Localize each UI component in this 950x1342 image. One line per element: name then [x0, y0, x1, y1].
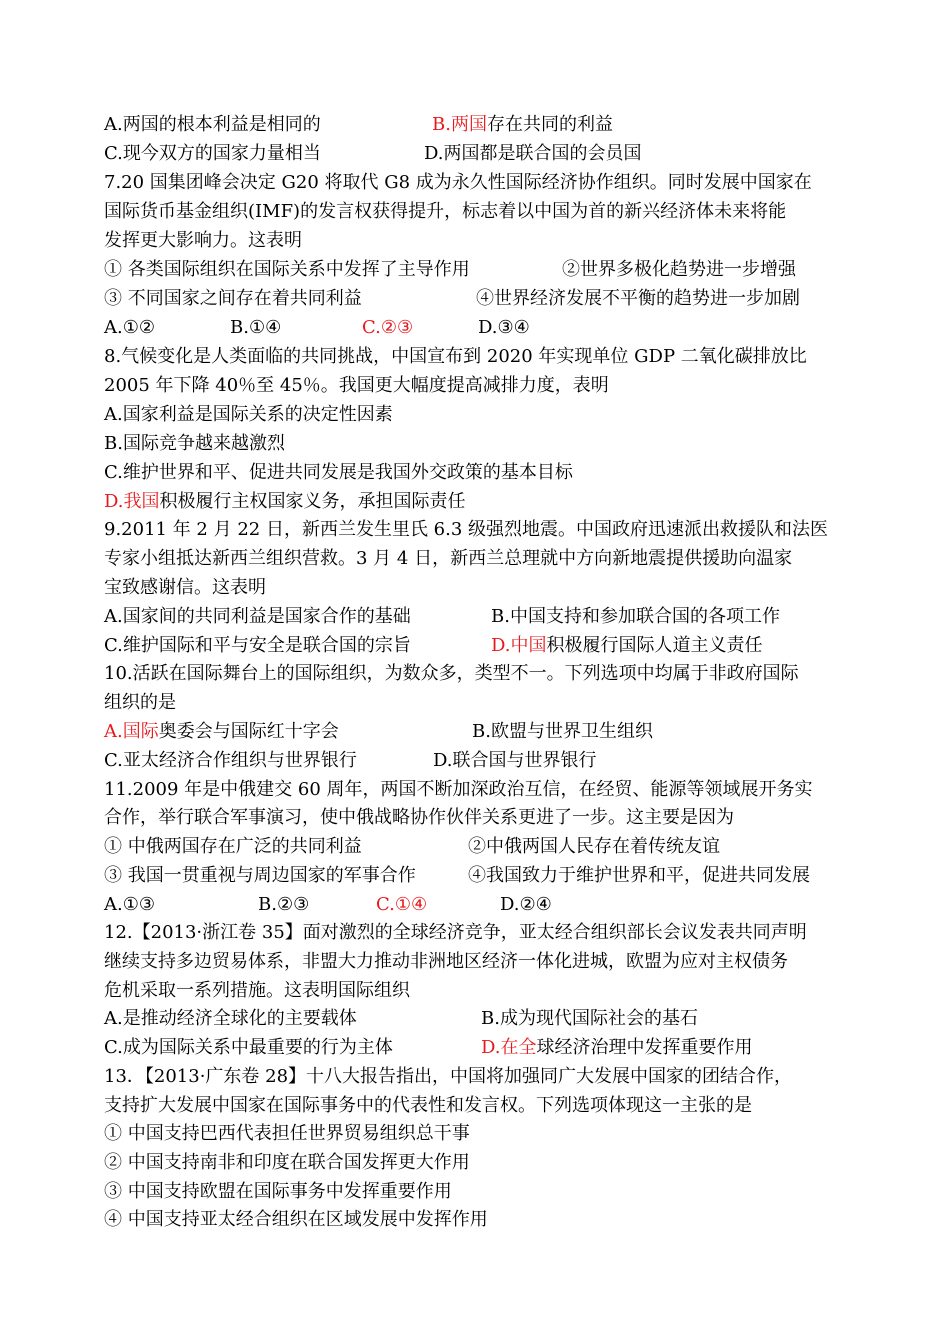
- answer-highlight: D.我国: [104, 491, 160, 512]
- q10-option-a: [104, 720, 339, 744]
- option-text: 积极履行主权国家义务，承担国际责任: [159, 491, 466, 512]
- q10-option-c: C.亚太经济合作组织与世界银行: [104, 750, 357, 771]
- q11-option-d: D.②④: [500, 894, 552, 915]
- q7-item-1: ① 各类国际组织在国际关系中发挥了主导作用: [104, 259, 470, 280]
- q13-item-2: ② 中国支持南非和印度在联合国发挥更大作用: [104, 1152, 470, 1173]
- q13-item-4: ④ 中国支持亚太经合组织在区域发展中发挥作用: [104, 1209, 488, 1230]
- q11-option-a: A.①③: [104, 894, 155, 915]
- q6-option-c: C.现今双方的国家力量相当: [104, 143, 321, 164]
- q7-stem-line-2: 国际货币基金组织(IMF)的发言权获得提升，标志着以中国为首的新兴经济体未来将能: [104, 201, 787, 222]
- q12-stem-line-2: 继续支持多边贸易体系，非盟大力推动非洲地区经济一体化进城，欧盟为应对主权债务: [104, 951, 788, 972]
- q6-option-b: [432, 113, 613, 137]
- q7-option-c: C.②③: [362, 317, 414, 338]
- q9-stem-line-1: 9.2011 年 2 月 22 日，新西兰发生里氏 6.3 级强烈地震。中国政府迅速派出救援队和法医: [104, 519, 829, 540]
- q12-stem-line-3: 危机采取一系列措施。这表明国际组织: [104, 980, 410, 1001]
- q9-stem-line-3: 宝致感谢信。这表明: [104, 577, 266, 598]
- q6-option-a: A.两国的根本利益是相同的: [104, 114, 321, 135]
- q11-stem-line-2: 合作，举行联合军事演习，使中俄战略协作伙伴关系更进了一步。这主要是因为: [104, 807, 734, 828]
- q7-item-2: ②世界多极化趋势进一步增强: [562, 259, 796, 280]
- answer-highlight: B.两国: [432, 114, 487, 135]
- q12-option-c: C.成为国际关系中最重要的行为主体: [104, 1037, 393, 1058]
- q8-option-c: C.维护世界和平、促进共同发展是我国外交政策的基本目标: [104, 462, 573, 483]
- q11-item-4: ④我国致力于维护世界和平，促进共同发展: [468, 865, 810, 886]
- q11-item-1: ① 中俄两国存在广泛的共同利益: [104, 836, 362, 857]
- option-text: 奥委会与国际红十字会: [158, 721, 339, 742]
- q7-item-4: ④世界经济发展不平衡的趋势进一步加剧: [476, 288, 800, 309]
- answer-highlight: D.中国: [491, 635, 547, 656]
- q7-item-3: ③ 不同国家之间存在着共同利益: [104, 288, 362, 309]
- q8-option-d: [104, 490, 466, 514]
- q7-option-b: B.①④: [230, 317, 282, 338]
- q12-option-d: [481, 1036, 753, 1060]
- q12-option-a: A.是推动经济全球化的主要载体: [104, 1008, 357, 1029]
- q13-item-1: ① 中国支持巴西代表担任世界贸易组织总干事: [104, 1123, 470, 1144]
- q10-option-b: B.欧盟与世界卫生组织: [472, 721, 653, 742]
- option-text: 积极履行国际人道主义责任: [546, 635, 763, 656]
- q9-stem-line-2: 专家小组抵达新西兰组织营救。3 月 4 日，新西兰总理就中方向新地震提供援助向温家: [104, 548, 793, 569]
- q6-option-d: D.两国都是联合国的会员国: [424, 143, 642, 164]
- q8-stem-line-2: 2005 年下降 40％至 45％。我国更大幅度提高减排力度，表明: [104, 375, 609, 396]
- q13-stem-line-1: 13．【2013·广东卷 28】十八大报告指出，中国将加强同广大发展中国家的团结合作，: [104, 1066, 793, 1087]
- q11-item-3: ③ 我国一贯重视与周边国家的军事合作: [104, 865, 416, 886]
- q12-stem-line-1: 12.【2013·浙江卷 35】面对激烈的全球经济竞争，亚太经合组织部长会议发表共同声明: [104, 922, 807, 943]
- q9-option-c: C.维护国际和平与安全是联合国的宗旨: [104, 635, 411, 656]
- q7-option-a: A.①②: [104, 317, 155, 338]
- q7-stem-line-1: 7.20 国集团峰会决定 G20 将取代 G8 成为永久性国际经济协作组织。同时发展中国家在: [104, 172, 812, 193]
- q9-option-b: B.中国支持和参加联合国的各项工作: [491, 606, 780, 627]
- q12-option-b: B.成为现代国际社会的基石: [481, 1008, 698, 1029]
- option-text: 存在共同的利益: [486, 114, 613, 135]
- q9-option-a: A.国家间的共同利益是国家合作的基础: [104, 606, 411, 627]
- q13-item-3: ③ 中国支持欧盟在国际事务中发挥重要作用: [104, 1181, 452, 1202]
- q8-option-b: B.国际竞争越来越激烈: [104, 433, 285, 454]
- q11-item-2: ②中俄两国人民存在着传统友谊: [468, 836, 720, 857]
- q7-option-d: D.③④: [478, 317, 530, 338]
- q13-stem-line-2: 支持扩大发展中国家在国际事务中的代表性和发言权。下列选项体现这一主张的是: [104, 1095, 752, 1116]
- option-text: 球经济治理中发挥重要作用: [536, 1037, 753, 1058]
- q11-stem-line-1: 11.2009 年是中俄建交 60 周年，两国不断加深政治互信，在经贸、能源等领域展开务实: [104, 779, 813, 800]
- q10-option-d: D.联合国与世界银行: [433, 750, 597, 771]
- q11-option-c: C.①④: [376, 894, 428, 915]
- q8-option-a: A.国家利益是国际关系的决定性因素: [104, 404, 393, 425]
- q8-stem-line-1: 8.气候变化是人类面临的共同挑战，中国宣布到 2020 年实现单位 GDP 二氧化碳排放比: [104, 346, 807, 367]
- q10-stem-line-1: 10.活跃在国际舞台上的国际组织，为数众多，类型不一。下列选项中均属于非政府国际: [104, 663, 799, 684]
- q7-stem-line-3: 发挥更大影响力。这表明: [104, 230, 302, 251]
- q9-option-d: [491, 634, 763, 658]
- q11-option-b: B.②③: [258, 894, 310, 915]
- answer-highlight: A.国际: [104, 721, 159, 742]
- answer-highlight: D.在全: [481, 1037, 537, 1058]
- q10-stem-line-2: 组织的是: [104, 692, 176, 713]
